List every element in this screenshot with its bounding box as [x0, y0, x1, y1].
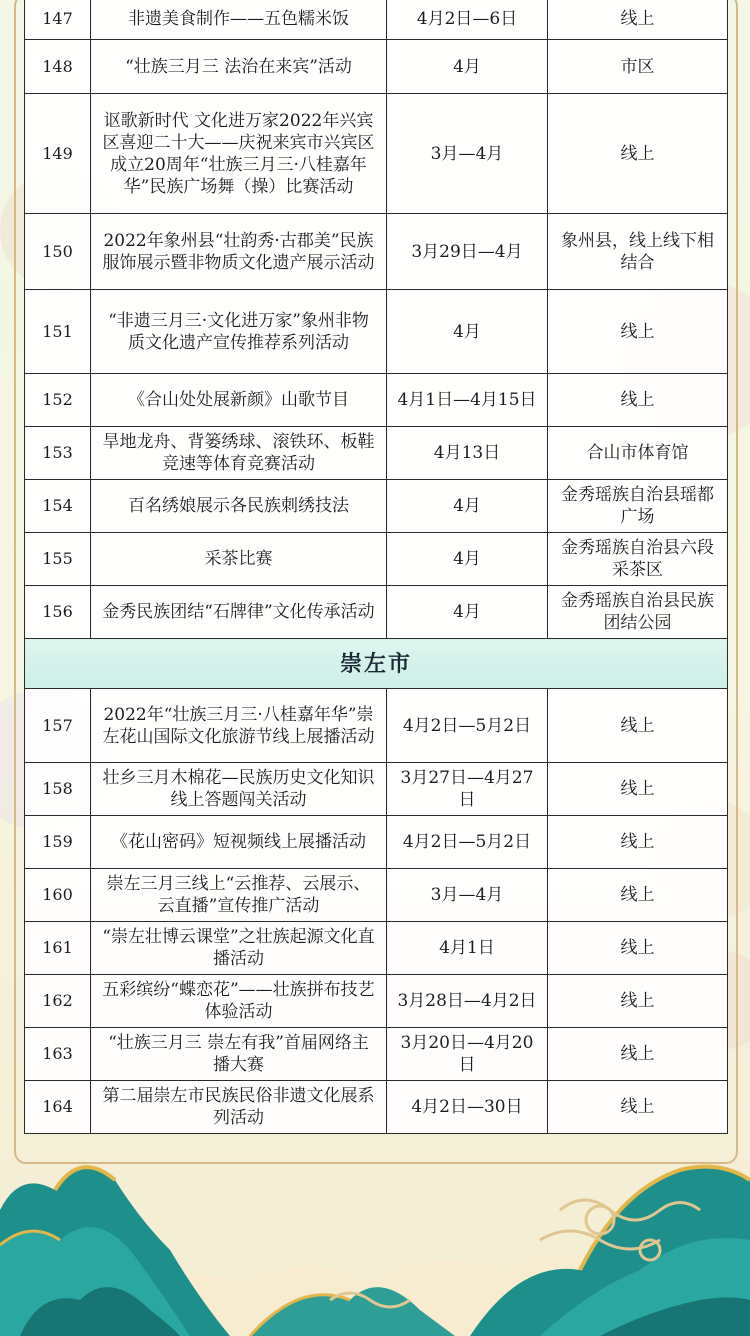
row-number: 161: [25, 922, 91, 975]
table-row: [25, 40, 728, 94]
activity-time: 4月2日—5月2日: [387, 816, 548, 869]
row-number: 156: [25, 586, 91, 639]
activity-place: 金秀瑶族自治县六段采茶区: [548, 533, 728, 586]
activity-place: 线上: [548, 975, 728, 1028]
table-row: [25, 1081, 728, 1134]
table-row: [25, 533, 728, 586]
table-row: [25, 689, 728, 763]
activity-name: 壮乡三月木棉花—民族历史文化知识线上答题闯关活动: [91, 763, 387, 816]
activity-place: 线上: [548, 869, 728, 922]
table-row: [25, 94, 728, 214]
activity-time: 4月: [387, 290, 548, 374]
activity-name: 第二届崇左市民族民俗非遗文化展系列活动: [91, 1081, 387, 1134]
row-number: 154: [25, 480, 91, 533]
activity-name: 非遗美食制作——五色糯米饭: [91, 0, 387, 40]
activity-place: 线上: [548, 816, 728, 869]
activity-place: 合山市体育馆: [548, 427, 728, 480]
activity-place: 金秀瑶族自治县民族团结公园: [548, 586, 728, 639]
activity-name: 《花山密码》短视频线上展播活动: [91, 816, 387, 869]
activity-place: 线上: [548, 1081, 728, 1134]
row-number: 151: [25, 290, 91, 374]
activity-place: 线上: [548, 290, 728, 374]
activity-place: 市区: [548, 40, 728, 94]
row-number: 162: [25, 975, 91, 1028]
activity-time: 4月2日—5月2日: [387, 689, 548, 763]
activity-time: 3月28日—4月2日: [387, 975, 548, 1028]
table-body-chongzuo: [25, 689, 728, 1134]
activity-place: 线上: [548, 922, 728, 975]
activity-time: 4月1日—4月15日: [387, 374, 548, 427]
table-row: [25, 0, 728, 40]
row-number: 150: [25, 214, 91, 290]
row-number: 152: [25, 374, 91, 427]
activity-time: 3月29日—4月: [387, 214, 548, 290]
row-number: 159: [25, 816, 91, 869]
activity-name: 旱地龙舟、背篓绣球、滚铁环、板鞋竞速等体育竞赛活动: [91, 427, 387, 480]
activity-time: 3月—4月: [387, 94, 548, 214]
activity-name: 金秀民族团结“石牌律”文化传承活动: [91, 586, 387, 639]
row-number: 153: [25, 427, 91, 480]
activity-name: 百名绣娘展示各民族刺绣技法: [91, 480, 387, 533]
activity-place: 线上: [548, 763, 728, 816]
activity-place: 金秀瑶族自治县瑶都广场: [548, 480, 728, 533]
activity-time: 3月—4月: [387, 869, 548, 922]
activity-name: 2022年“壮族三月三·八桂嘉年华”崇左花山国际文化旅游节线上展播活动: [91, 689, 387, 763]
activity-name: 五彩缤纷“蝶恋花”——壮族拼布技艺体验活动: [91, 975, 387, 1028]
row-number: 157: [25, 689, 91, 763]
activity-name: “崇左壮博云课堂”之壮族起源文化直播活动: [91, 922, 387, 975]
table-row: [25, 922, 728, 975]
table-body-laibin: [25, 0, 728, 639]
activity-time: 4月: [387, 586, 548, 639]
activity-place: 线上: [548, 689, 728, 763]
activity-time: 3月20日—4月20日: [387, 1028, 548, 1081]
row-number: 155: [25, 533, 91, 586]
table-row: [25, 975, 728, 1028]
activity-time: 4月: [387, 480, 548, 533]
activity-place: 线上: [548, 374, 728, 427]
row-number: 160: [25, 869, 91, 922]
section-title: 崇左市: [25, 639, 728, 689]
table-row: [25, 869, 728, 922]
activity-name: “壮族三月三 崇左有我”首届网络主播大赛: [91, 1028, 387, 1081]
row-number: 149: [25, 94, 91, 214]
row-number: 164: [25, 1081, 91, 1134]
table-row: [25, 214, 728, 290]
table-row: [25, 374, 728, 427]
activity-place: 线上: [548, 1028, 728, 1081]
mountain-cloud-footer: [0, 1150, 750, 1336]
table-row: [25, 427, 728, 480]
activity-time: 4月2日—6日: [387, 0, 548, 40]
activity-time: 3月27日—4月27日: [387, 763, 548, 816]
activity-time: 4月13日: [387, 427, 548, 480]
table-row: [25, 816, 728, 869]
row-number: 163: [25, 1028, 91, 1081]
activity-time: 4月2日—30日: [387, 1081, 548, 1134]
row-number: 147: [25, 0, 91, 40]
activity-place: 象州县，线上线下相结合: [548, 214, 728, 290]
table-row: [25, 1028, 728, 1081]
table-row: [25, 586, 728, 639]
activity-time: 4月: [387, 533, 548, 586]
activity-place: 线上: [548, 0, 728, 40]
activity-name: “壮族三月三 法治在来宾”活动: [91, 40, 387, 94]
row-number: 158: [25, 763, 91, 816]
activity-name: 采茶比赛: [91, 533, 387, 586]
activity-table: [24, 0, 728, 1134]
table-row: [25, 480, 728, 533]
activity-name: “非遗三月三·文化进万家”象州非物质文化遗产宣传推荐系列活动: [91, 290, 387, 374]
activity-name: 2022年象州县“壮韵秀·古郡美”民族服饰展示暨非物质文化遗产展示活动: [91, 214, 387, 290]
activity-time: 4月1日: [387, 922, 548, 975]
activity-time: 4月: [387, 40, 548, 94]
table-row: [25, 290, 728, 374]
section-row: [25, 639, 728, 689]
activity-name: 讴歌新时代 文化进万家2022年兴宾区喜迎二十大——庆祝来宾市兴宾区成立20周年“壮族三月三·八桂嘉年华”民族广场舞（操）比赛活动: [91, 94, 387, 214]
table-row: [25, 763, 728, 816]
activity-name: 崇左三月三线上“云推荐、云展示、云直播”宣传推广活动: [91, 869, 387, 922]
activity-place: 线上: [548, 94, 728, 214]
activity-name: 《合山处处展新颜》山歌节目: [91, 374, 387, 427]
row-number: 148: [25, 40, 91, 94]
